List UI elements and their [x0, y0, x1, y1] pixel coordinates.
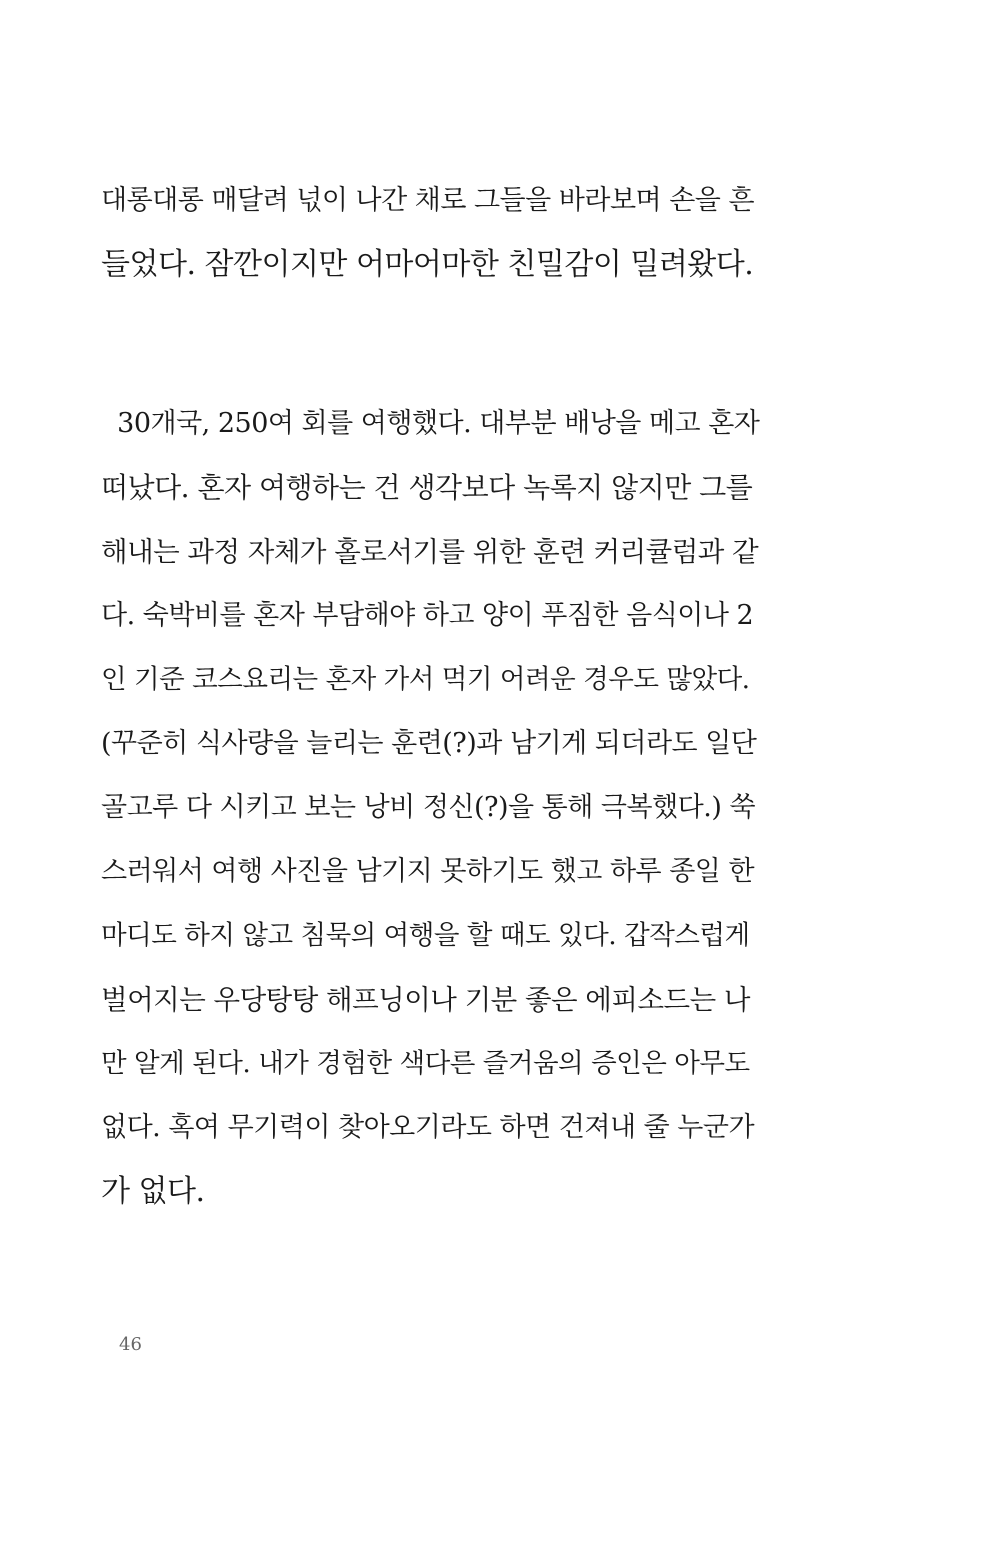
page-number: 46 [119, 1334, 142, 1355]
text-line: 30개국, 250여 회를 여행했다. 대부분 배낭을 메고 혼자 [101, 408, 760, 439]
text-line: 골고루 다 시키고 보는 낭비 정신(?)을 통해 극복했다.) 쑥 [101, 792, 756, 823]
text-line: 스러워서 여행 사진을 남기지 못하기도 했고 하루 종일 한 [101, 856, 755, 887]
text-line: 벌어지는 우당탕탕 해프닝이나 기분 좋은 에피소드는 나 [101, 984, 750, 1016]
text-line: 들었다. 잠깐이지만 어마어마한 친밀감이 밀려왔다. [101, 247, 754, 282]
text-line: 마디도 하지 않고 침묵의 여행을 할 때도 있다. 갑작스럽게 [101, 920, 750, 951]
text-line: 인 기준 코스요리는 혼자 가서 먹기 어려운 경우도 많았다. [101, 664, 750, 695]
text-line: 해내는 과정 자체가 홀로서기를 위한 훈련 커리큘럼과 같 [101, 536, 759, 568]
text-line: 가 없다. [101, 1174, 205, 1209]
text-line: 대롱대롱 매달려 넋이 나간 채로 그들을 바라보며 손을 흔 [101, 185, 755, 216]
text-line: 떠났다. 혼자 여행하는 건 생각보다 녹록지 않지만 그를 [101, 471, 753, 504]
text-line: 없다. 혹여 무기력이 찾아오기라도 하면 건져내 줄 누군가 [101, 1112, 755, 1143]
paragraph-1 [101, 169, 761, 297]
text-line: (꾸준히 식사량을 늘리는 훈련(?)과 남기게 되더라도 일단 [101, 728, 757, 759]
paragraph-2 [101, 392, 761, 1224]
text-line: 다. 숙박비를 혼자 부담해야 하고 양이 푸짐한 음식이나 2 [101, 600, 754, 631]
text-line: 만 알게 된다. 내가 경험한 색다른 즐거움의 증인은 아무도 [101, 1048, 750, 1079]
